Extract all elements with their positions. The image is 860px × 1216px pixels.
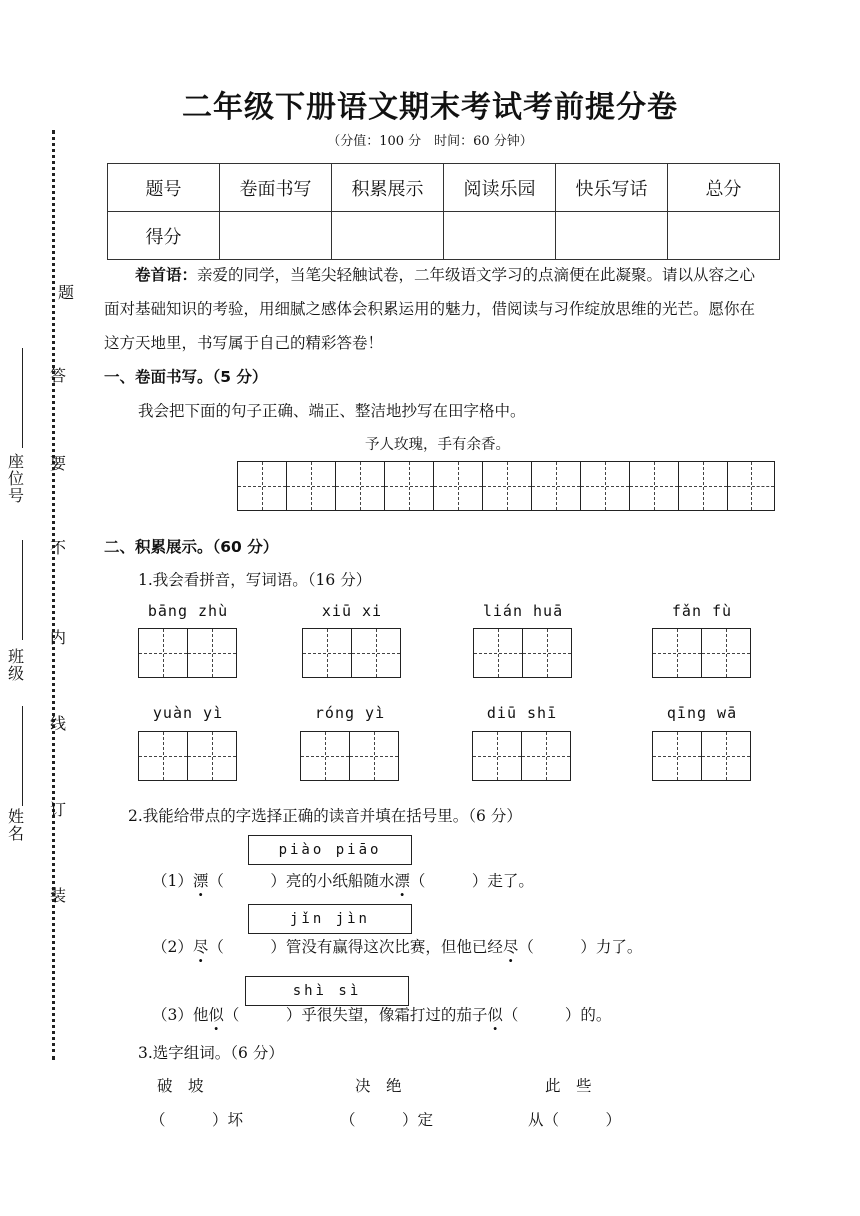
binding-dotted-line bbox=[52, 130, 55, 1060]
word-grid[interactable] bbox=[652, 731, 751, 781]
table-cell: 总分 bbox=[668, 164, 780, 212]
table-cell: 题号 bbox=[108, 164, 220, 212]
pinyin-options-box: piào piāo bbox=[248, 835, 412, 865]
word-grid[interactable] bbox=[138, 628, 237, 678]
seal-char: 装 bbox=[50, 886, 67, 905]
dotted-char: 似 bbox=[208, 1006, 224, 1024]
table-row bbox=[108, 164, 780, 212]
table-cell: 得分 bbox=[108, 212, 220, 260]
seal-char: 不 bbox=[50, 538, 67, 557]
intro-paragraph bbox=[104, 258, 764, 360]
score-input-cell[interactable] bbox=[332, 212, 444, 260]
dotted-char: 尽 bbox=[502, 938, 519, 956]
pinyin-options-box: shì sì bbox=[245, 976, 409, 1006]
seal-char: 答 bbox=[50, 366, 67, 385]
pinyin-label: xiū xi bbox=[321, 602, 383, 620]
section2-heading: 二、积累展示。（60 分） bbox=[104, 538, 279, 556]
table-cell: 积累展示 bbox=[332, 164, 444, 212]
score-input-cell[interactable] bbox=[556, 212, 668, 260]
q2-item-1: （1）漂（ ）亮的小纸船随水漂（ ）走了。 bbox=[152, 872, 534, 890]
class-underline[interactable] bbox=[22, 540, 23, 640]
dotted-char: 漂 bbox=[394, 872, 410, 890]
copy-tianzige-grid[interactable] bbox=[237, 461, 775, 511]
section1-heading: 一、卷面书写。（5 分） bbox=[104, 368, 268, 386]
intro-label: 卷首语： bbox=[135, 266, 198, 284]
dotted-char: 漂 bbox=[192, 872, 209, 890]
q1-title: 1.我会看拼音，写词语。（16 分） bbox=[138, 571, 372, 589]
score-input-cell[interactable] bbox=[444, 212, 556, 260]
word-grid[interactable] bbox=[473, 628, 572, 678]
page-subtitle: （分值：100 分 时间：60 分钟） bbox=[327, 134, 533, 149]
word-grid[interactable] bbox=[652, 628, 751, 678]
dotted-char: 尽 bbox=[192, 938, 209, 956]
score-input-cell[interactable] bbox=[220, 212, 332, 260]
pinyin-label: bāng zhù bbox=[147, 602, 229, 620]
table-cell: 快乐写话 bbox=[556, 164, 668, 212]
intro-text: 亲爱的同学，当笔尖轻触试卷，二年级语文学习的点滴便在此凝聚。请以从容之心面对基础知识的考验，用细腻之感体会积累运用的魅力，借阅读与习作绽放思维的光芒。愿你在这方天地里，书写属于自己的精彩答卷！ bbox=[104, 266, 756, 352]
word-grid[interactable] bbox=[472, 731, 571, 781]
pinyin-label: diū shī bbox=[486, 704, 558, 722]
name-label: 姓名 bbox=[8, 807, 25, 843]
score-input-cell[interactable] bbox=[668, 212, 780, 260]
q3-blank[interactable]: （ ）坏 bbox=[150, 1111, 244, 1129]
class-label: 班级 bbox=[8, 647, 25, 683]
seal-char: 线 bbox=[50, 714, 67, 733]
seal-char: 内 bbox=[50, 628, 67, 647]
q3-chars: 决 绝 bbox=[355, 1077, 402, 1095]
copy-sentence: 予人玫瑰，手有余香。 bbox=[365, 437, 510, 453]
word-grid[interactable] bbox=[138, 731, 237, 781]
q3-chars: 此 些 bbox=[545, 1077, 592, 1095]
word-grid[interactable] bbox=[300, 731, 399, 781]
q2-item-3: （3）他似（ ）乎很失望，像霜打过的茄子似（ ）的。 bbox=[152, 1006, 612, 1024]
pinyin-label: qīng wā bbox=[666, 704, 738, 722]
pinyin-label: yuàn yì bbox=[152, 704, 224, 722]
seal-char: 订 bbox=[50, 800, 67, 819]
word-grid[interactable] bbox=[302, 628, 401, 678]
q3-blank[interactable]: （ ）定 bbox=[340, 1111, 434, 1129]
table-cell: 阅读乐园 bbox=[444, 164, 556, 212]
pinyin-label: róng yì bbox=[314, 704, 386, 722]
q2-item-2: （2）尽（ ）管没有赢得这次比赛，但他已经尽（ ）力了。 bbox=[152, 938, 643, 956]
score-table bbox=[107, 163, 780, 260]
q3-chars: 破 坡 bbox=[157, 1077, 204, 1095]
q2-title: 2.我能给带点的字选择正确的读音并填在括号里。（6 分） bbox=[128, 807, 522, 825]
seat-label: 座位号 bbox=[8, 452, 25, 505]
q3-title: 3.选字组词。（6 分） bbox=[138, 1044, 284, 1062]
q3-blank[interactable]: 从（ ） bbox=[528, 1111, 622, 1129]
pinyin-label: lián huā bbox=[482, 602, 564, 620]
seal-char: 要 bbox=[50, 454, 67, 473]
dotted-char: 似 bbox=[487, 1006, 503, 1024]
name-underline[interactable] bbox=[22, 706, 23, 806]
table-row bbox=[108, 212, 780, 260]
seal-char: 题 bbox=[58, 283, 75, 302]
pinyin-options-box: jǐn jìn bbox=[248, 904, 412, 934]
seat-underline[interactable] bbox=[22, 348, 23, 448]
section1-instruction: 我会把下面的句子正确、端正、整洁地抄写在田字格中。 bbox=[138, 402, 526, 420]
page-title: 二年级下册语文期末考试考前提分卷 bbox=[182, 90, 678, 125]
pinyin-label: fǎn fù bbox=[671, 602, 733, 620]
table-cell: 卷面书写 bbox=[220, 164, 332, 212]
